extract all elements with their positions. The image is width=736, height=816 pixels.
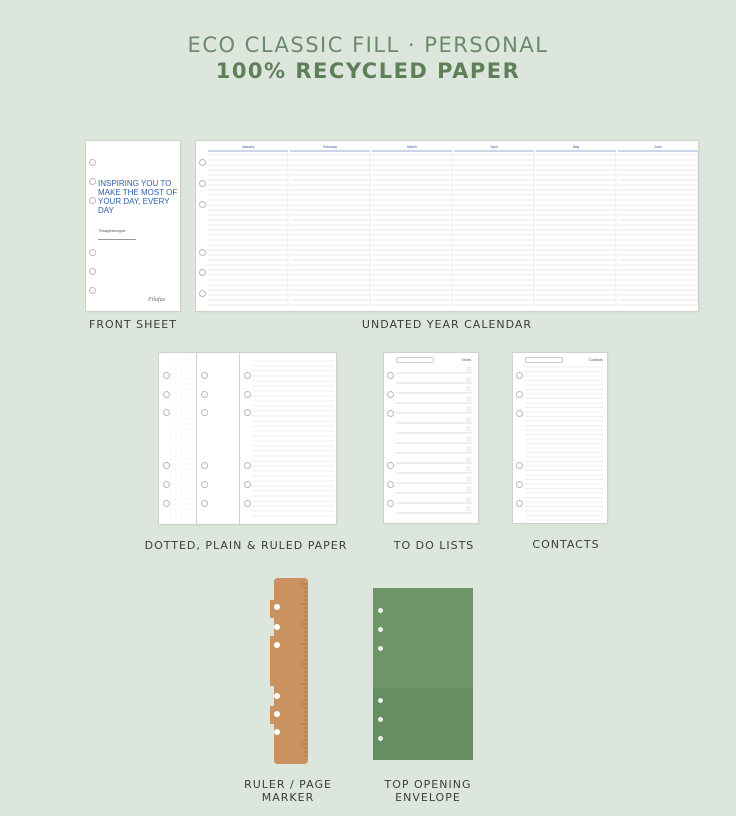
punch-hole — [516, 410, 523, 417]
grid-dot — [181, 409, 182, 410]
ruled-paper-card — [240, 353, 336, 524]
grid-dot — [181, 394, 182, 395]
dotted-paper-card — [159, 353, 197, 524]
grid-dot — [186, 494, 187, 495]
grid-dot — [191, 519, 192, 520]
year-calendar-label: UNDATED YEAR CALENDAR — [361, 318, 533, 331]
punch-hole — [244, 481, 251, 488]
grid-dot — [181, 449, 182, 450]
punch-hole — [199, 290, 206, 297]
punch-hole — [516, 481, 523, 488]
grid-dot — [176, 394, 177, 395]
calendar-grid — [196, 141, 698, 311]
grid-dot — [186, 519, 187, 520]
grid-dot — [181, 439, 182, 440]
grid-dot — [191, 514, 192, 515]
grid-dot — [186, 509, 187, 510]
checkbox-circle — [467, 507, 471, 511]
grid-dot — [186, 374, 187, 375]
grid-dot — [191, 479, 192, 480]
grid-dot — [171, 474, 172, 475]
grid-dot — [171, 509, 172, 510]
punch-hole — [89, 249, 96, 256]
punch-hole — [201, 500, 208, 507]
grid-dot — [191, 384, 192, 385]
grid-dot — [176, 384, 177, 385]
envelope-hole — [378, 646, 383, 651]
punch-hole — [163, 481, 170, 488]
grid-dot — [181, 379, 182, 380]
grid-dot — [171, 519, 172, 520]
grid-dot — [186, 409, 187, 410]
grid-dot — [171, 424, 172, 425]
grid-dot — [186, 464, 187, 465]
grid-dot — [181, 484, 182, 485]
month-january: January — [241, 145, 255, 149]
grid-dot — [191, 369, 192, 370]
checkbox-circle — [467, 427, 471, 431]
checkbox-circle — [467, 397, 471, 401]
grid-dot — [181, 414, 182, 415]
grid-dot — [191, 419, 192, 420]
todo-title-box — [396, 357, 434, 363]
grid-dot — [191, 409, 192, 410]
grid-dot — [171, 514, 172, 515]
grid-dot — [186, 394, 187, 395]
punch-hole — [244, 391, 251, 398]
grid-dot — [191, 474, 192, 475]
punch-hole — [516, 372, 523, 379]
todo-lines — [384, 353, 478, 523]
brand-logo: Filofax — [148, 297, 166, 303]
grid-dot — [181, 429, 182, 430]
grid-dot — [171, 499, 172, 500]
grid-dot — [176, 434, 177, 435]
grid-dot — [186, 359, 187, 360]
year-calendar-card — [196, 141, 698, 311]
checkbox-circle — [467, 367, 471, 371]
grid-dot — [181, 479, 182, 480]
contacts-lines — [513, 353, 607, 523]
front-sheet-card — [86, 141, 180, 311]
envelope-hole — [378, 608, 383, 613]
contacts-header-text: Contacts — [589, 358, 603, 362]
grid-dot — [176, 364, 177, 365]
grid-dot — [191, 509, 192, 510]
punch-hole — [516, 500, 523, 507]
contacts-label: CONTACTS — [532, 538, 600, 551]
grid-dot — [176, 459, 177, 460]
grid-dot — [171, 399, 172, 400]
grid-dot — [176, 469, 177, 470]
grid-dot — [176, 494, 177, 495]
grid-dot — [186, 379, 187, 380]
grid-dot — [171, 404, 172, 405]
grid-dot — [186, 514, 187, 515]
grid-dot — [181, 459, 182, 460]
punch-hole — [163, 372, 170, 379]
grid-dot — [186, 364, 187, 365]
envelope-hole — [378, 717, 383, 722]
grid-dot — [191, 504, 192, 505]
grid-dot — [186, 429, 187, 430]
punch-hole — [89, 197, 96, 204]
grid-dot — [181, 464, 182, 465]
ruler-hole — [274, 642, 280, 648]
grid-dot — [181, 469, 182, 470]
grid-dot — [186, 484, 187, 485]
grid-dot — [181, 374, 182, 375]
grid-dot — [176, 499, 177, 500]
grid-dot — [191, 429, 192, 430]
grid-dot — [191, 459, 192, 460]
grid-dot — [176, 449, 177, 450]
grid-dot — [191, 389, 192, 390]
grid-dot — [186, 504, 187, 505]
punch-hole — [387, 462, 394, 469]
front-sheet-tagline: INSPIRING YOU TO MAKE THE MOST OF YOUR DAY, EVERY DAY — [98, 179, 178, 215]
grid-dot — [186, 479, 187, 480]
grid-dot — [176, 414, 177, 415]
grid-dot — [191, 469, 192, 470]
envelope-hole — [378, 698, 383, 703]
grid-dot — [191, 449, 192, 450]
owner-line — [98, 239, 136, 240]
grid-dot — [191, 359, 192, 360]
punch-hole — [387, 410, 394, 417]
punch-hole — [199, 249, 206, 256]
grid-dot — [171, 494, 172, 495]
grid-dot — [171, 379, 172, 380]
punch-hole — [163, 462, 170, 469]
grid-dot — [171, 444, 172, 445]
grid-dot — [181, 419, 182, 420]
grid-dot — [181, 404, 182, 405]
ruler-hole — [274, 604, 280, 610]
plain-paper-card — [197, 353, 240, 524]
grid-dot — [181, 454, 182, 455]
grid-dot — [181, 359, 182, 360]
grid-dot — [186, 499, 187, 500]
grid-dot — [186, 474, 187, 475]
punch-hole — [516, 462, 523, 469]
grid-dot — [181, 399, 182, 400]
grid-dot — [186, 469, 187, 470]
page-subtitle: 100% RECYCLED PAPER — [215, 59, 521, 83]
checkbox-circle — [467, 447, 471, 451]
ruler-hole — [274, 624, 280, 630]
grid-dot — [176, 474, 177, 475]
grid-dot — [176, 444, 177, 445]
envelope-hole — [378, 627, 383, 632]
grid-dot — [176, 359, 177, 360]
punch-hole — [199, 201, 206, 208]
grid-dot — [181, 424, 182, 425]
grid-dot — [171, 359, 172, 360]
checkbox-circle — [467, 407, 471, 411]
punch-hole — [163, 409, 170, 416]
punch-hole — [201, 409, 208, 416]
grid-dot — [191, 499, 192, 500]
envelope-label: TOP OPENING ENVELOPE — [384, 778, 472, 804]
grid-dot — [186, 434, 187, 435]
envelope — [373, 588, 473, 760]
punch-hole — [516, 391, 523, 398]
grid-dot — [176, 419, 177, 420]
grid-dot — [176, 489, 177, 490]
grid-dot — [191, 494, 192, 495]
grid-dot — [191, 434, 192, 435]
grid-dot — [176, 399, 177, 400]
punch-hole — [387, 372, 394, 379]
front-sheet-owner-text: Thisagebelongsto — [98, 229, 126, 233]
grid-dot — [181, 504, 182, 505]
grid-dot — [191, 489, 192, 490]
front-sheet-label: FRONT SHEET — [89, 318, 177, 331]
ruler-hole — [274, 693, 280, 699]
todo-card — [384, 353, 478, 523]
grid-dot — [186, 449, 187, 450]
grid-dot — [176, 509, 177, 510]
grid-dot — [181, 499, 182, 500]
month-march: March — [407, 145, 417, 149]
punch-hole — [201, 372, 208, 379]
checkbox-circle — [467, 467, 471, 471]
grid-dot — [176, 404, 177, 405]
grid-dot — [186, 404, 187, 405]
grid-dot — [181, 474, 182, 475]
grid-dot — [176, 504, 177, 505]
grid-dot — [186, 414, 187, 415]
grid-dot — [176, 389, 177, 390]
punch-hole — [244, 409, 251, 416]
punch-hole — [387, 481, 394, 488]
page-header — [0, 32, 736, 84]
grid-dot — [186, 444, 187, 445]
grid-dot — [181, 494, 182, 495]
punch-hole — [387, 391, 394, 398]
grid-dot — [171, 394, 172, 395]
checkbox-circle — [467, 437, 471, 441]
grid-dot — [181, 434, 182, 435]
ruler-hole — [274, 729, 280, 735]
grid-dot — [171, 409, 172, 410]
grid-dot — [191, 454, 192, 455]
punch-hole — [89, 178, 96, 185]
grid-dot — [171, 469, 172, 470]
checkbox-circle — [467, 487, 471, 491]
punch-hole — [201, 481, 208, 488]
grid-dot — [171, 454, 172, 455]
envelope-hole — [378, 736, 383, 741]
punch-hole — [201, 391, 208, 398]
grid-dot — [171, 374, 172, 375]
grid-dot — [191, 379, 192, 380]
grid-dot — [171, 384, 172, 385]
grid-dot — [191, 399, 192, 400]
grid-dot — [191, 439, 192, 440]
grid-dot — [181, 519, 182, 520]
grid-dot — [171, 369, 172, 370]
grid-dot — [176, 409, 177, 410]
checkbox-circle — [467, 387, 471, 391]
grid-dot — [171, 364, 172, 365]
punch-hole — [163, 391, 170, 398]
grid-dot — [176, 374, 177, 375]
grid-dot — [176, 369, 177, 370]
punch-hole — [201, 462, 208, 469]
punch-hole — [89, 268, 96, 275]
grid-dot — [171, 459, 172, 460]
grid-dot — [181, 509, 182, 510]
grid-dot — [171, 489, 172, 490]
grid-dot — [191, 414, 192, 415]
punch-hole — [387, 500, 394, 507]
grid-dot — [171, 414, 172, 415]
grid-dot — [176, 379, 177, 380]
grid-dot — [171, 504, 172, 505]
punch-hole — [163, 500, 170, 507]
ruler-page-marker — [266, 578, 310, 764]
grid-dot — [191, 424, 192, 425]
checkbox-circle — [467, 457, 471, 461]
grid-dot — [191, 404, 192, 405]
grid-dot — [186, 489, 187, 490]
grid-dot — [171, 419, 172, 420]
grid-dot — [171, 449, 172, 450]
contacts-card — [513, 353, 607, 523]
grid-dot — [186, 389, 187, 390]
grid-dot — [186, 424, 187, 425]
checkbox-circle — [467, 417, 471, 421]
grid-dot — [186, 454, 187, 455]
page-title: ECO CLASSIC FILL · PERSONAL — [187, 33, 549, 57]
grid-dot — [176, 454, 177, 455]
month-april: April — [490, 145, 498, 149]
todo-label: TO DO LISTS — [393, 539, 475, 552]
grid-dot — [186, 419, 187, 420]
grid-dot — [171, 439, 172, 440]
grid-dot — [191, 444, 192, 445]
grid-dot — [181, 384, 182, 385]
grid-dot — [181, 389, 182, 390]
month-june: June — [654, 145, 662, 149]
grid-dot — [186, 369, 187, 370]
envelope-pocket — [373, 688, 473, 760]
paper-label: DOTTED, PLAIN & RULED PAPER — [144, 539, 348, 552]
ruler-label: RULER / PAGE MARKER — [244, 778, 332, 804]
grid-dot — [171, 479, 172, 480]
grid-dot — [171, 484, 172, 485]
checkbox-circle — [467, 497, 471, 501]
grid-dot — [176, 484, 177, 485]
grid-dot — [176, 424, 177, 425]
punch-hole — [89, 159, 96, 166]
grid-dot — [186, 459, 187, 460]
month-may: May — [572, 145, 580, 149]
punch-hole — [199, 159, 206, 166]
punch-hole — [89, 287, 96, 294]
ruled-lines — [240, 353, 336, 524]
ruler-shape — [266, 578, 310, 764]
grid-dot — [191, 464, 192, 465]
grid-dot — [176, 514, 177, 515]
grid-dot — [186, 384, 187, 385]
grid-dot — [191, 374, 192, 375]
ruler-hole — [274, 711, 280, 717]
checkbox-circle — [467, 377, 471, 381]
grid-dot — [176, 429, 177, 430]
grid-dot — [191, 394, 192, 395]
grid-dot — [171, 464, 172, 465]
punch-hole — [199, 269, 206, 276]
paper-set — [159, 353, 336, 524]
grid-dot — [186, 399, 187, 400]
month-february: February — [322, 145, 337, 149]
punch-hole — [244, 500, 251, 507]
punch-hole — [244, 372, 251, 379]
grid-dot — [181, 369, 182, 370]
grid-dot — [181, 489, 182, 490]
grid-dot — [171, 389, 172, 390]
grid-dot — [171, 434, 172, 435]
grid-dot — [191, 484, 192, 485]
todo-header-text: Notes — [462, 358, 472, 362]
grid-dot — [191, 364, 192, 365]
contacts-title-box — [525, 357, 563, 363]
grid-dot — [186, 439, 187, 440]
grid-dot — [181, 514, 182, 515]
grid-dot — [171, 429, 172, 430]
punch-hole — [199, 180, 206, 187]
grid-dot — [181, 364, 182, 365]
grid-dot — [176, 479, 177, 480]
punch-hole — [244, 462, 251, 469]
grid-dot — [176, 439, 177, 440]
grid-dot — [176, 519, 177, 520]
grid-dot — [176, 464, 177, 465]
checkbox-circle — [467, 477, 471, 481]
grid-dot — [181, 444, 182, 445]
